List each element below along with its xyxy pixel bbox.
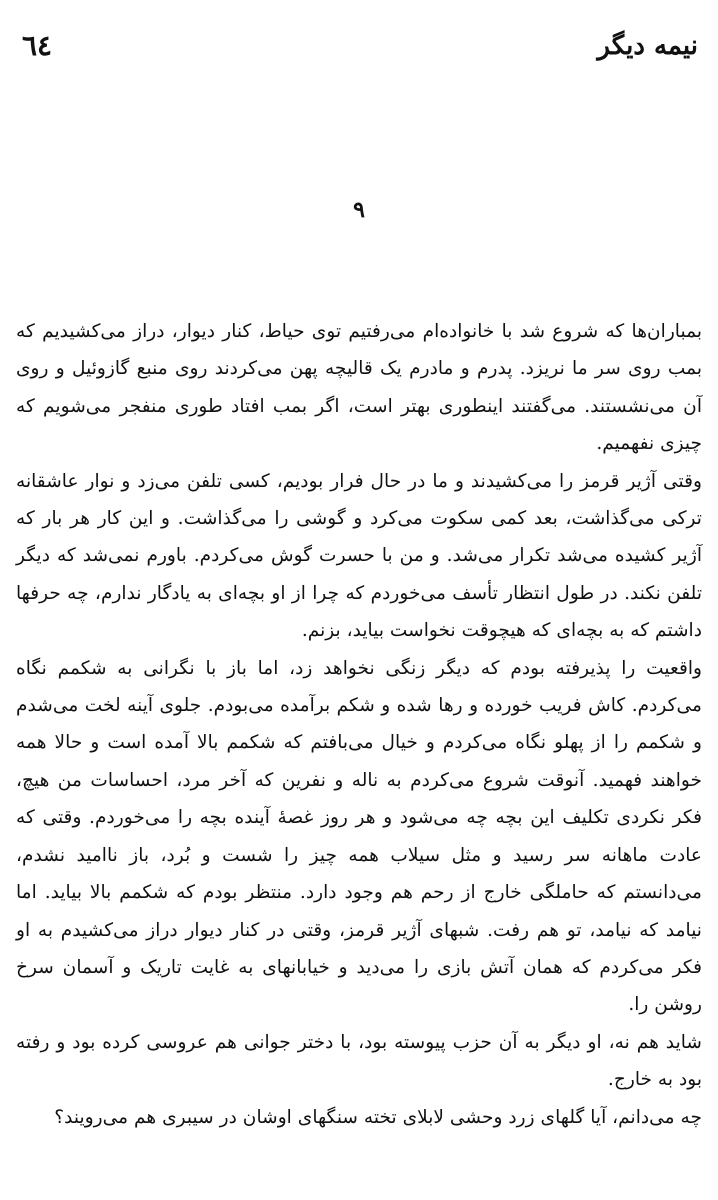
paragraph: بمباران‌ها که شروع شد با خانواده‌ام می‌رفتیم توی حیاط، کنار دیوار، دراز می‌کشیدیم که بمب روی سر ما نریزد. پدرم و مادرم یک قالیچه پهن می‌کردند روی منبع گازوئیل و روی آن می‌نشستند. می‌گفتند اینطوری بهتر است، اگر بمب افتاد طوری منفجر می‌شویم که چیزی نفهمیم. xyxy=(16,321,702,455)
page-header xyxy=(0,26,718,66)
paragraph: چه می‌دانم، آیا گلهای زرد وحشی لابلای تخته سنگهای اوشان در سیبری هم می‌رویند؟ xyxy=(54,1106,702,1128)
paragraph: واقعیت را پذیرفته بودم که دیگر زنگی نخواهد زد، اما باز با نگرانی به شکمم نگاه می‌کردم. کاش فریب خورده و رها شده و شکم برآمده می‌بودم. جلوی آینه لخت می‌شدم و شکمم را از پهلو نگاه می‌کردم و خیال می‌بافتم که شکمم بالا آمده است و حالا همه خواهند فهمید. آنوقت شروع می‌کردم به ناله و نفرین که آخر مرد، احساسات من هیچ، فکر نکردی تکلیف این بچه چه می‌شود و هر روز غصهٔ آینده بچه را می‌خوردم. وقتی که عادت ماهانه سر رسید و مثل سیلاب همه چیز را شست و بُرد، باز ناامید نشدم، می‌دانستم که حاملگی خارج از رحم هم وجود دارد. منتظر بودم که شکمم بالا بیاید. اما نیامد که نیامد، تو هم رفت. شبهای آژیر قرمز، وقتی در کنار دیوار دراز می‌کشیدم به او فکر می‌کردم که همان آتش بازی را می‌دید و خیابانهای به غایت تاریک و آسمان سرخ روشن را. xyxy=(16,657,702,1016)
paragraph: وقتی آژیر قرمز را می‌کشیدند و ما در حال فرار بودیم، کسی تلفن می‌زد و نوار عاشقانه ترکی می‌گذاشت، بعد کمی سکوت می‌کرد و گوشی را می‌گذاشت. و این کار هر بار که آژیر کشیده می‌شد تکرار می‌شد. و من با حسرت گوش می‌کردم. باورم نمی‌شد که دیگر تلفن نکند. در طول انتظار تأسف می‌خوردم که چرا از او بچه‌ای به یادگار ندارم، چه حرفها داشتم که به بچه‌ای که هیچوقت نخواست بیاید، بزنم. xyxy=(16,470,702,642)
chapter-number: ۹ xyxy=(353,197,365,223)
chapter-body xyxy=(16,313,702,1136)
book-title: نیمه دیگر xyxy=(597,31,698,61)
paragraph: شاید هم نه، او دیگر به آن حزب پیوسته بود، با دختر جوانی هم عروسی کرده بود و رفته بود به خارج. xyxy=(16,1031,702,1091)
page-number: ٦٤ xyxy=(22,29,53,62)
